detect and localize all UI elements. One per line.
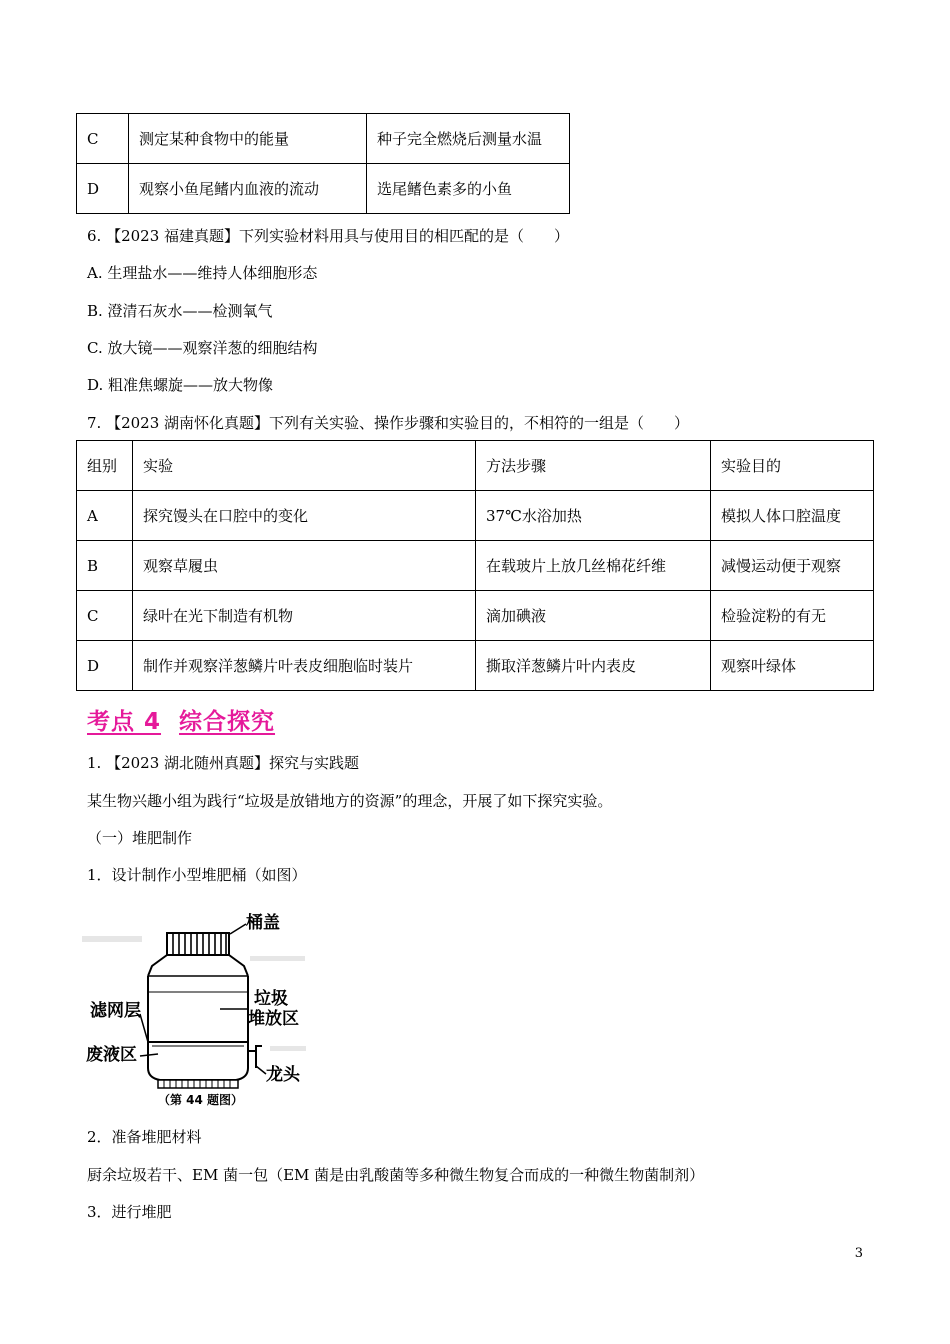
cell-group: D <box>77 641 133 691</box>
q7-stem: 7. 【2023 湖南怀化真题】下列有关实验、操作步骤和实验目的，不相符的一组是（ ） <box>87 414 690 432</box>
cell-experiment: 测定某种食物中的能量 <box>129 114 367 164</box>
step2-text: 2．准备堆肥材料 <box>87 1128 202 1146</box>
cell-note: 种子完全燃烧后测量水温 <box>367 114 570 164</box>
cell-experiment: 制作并观察洋葱鳞片叶表皮细胞临时装片 <box>133 641 476 691</box>
cell-experiment: 探究馒头在口腔中的变化 <box>133 491 476 541</box>
cell-group: C <box>77 114 129 164</box>
cell-note: 选尾鳍色素多的小鱼 <box>367 164 570 214</box>
table-header-row <box>77 441 874 491</box>
q1-stem: 1. 【2023 湖北随州真题】探究与实践题 <box>87 754 360 772</box>
table-row <box>77 591 874 641</box>
intro-text: 某生物兴趣小组为践行“垃圾是放错地方的资源”的理念，开展了如下探究实验。 <box>87 792 613 810</box>
figure-caption: （第 44 题图） <box>158 1093 244 1107</box>
label-tap: 龙头 <box>266 1065 300 1085</box>
cell-experiment: 观察草履虫 <box>133 541 476 591</box>
cell-method: 滴加碘液 <box>476 591 711 641</box>
header-method: 方法步骤 <box>476 441 711 491</box>
cell-method: 37℃水浴加热 <box>476 491 711 541</box>
cell-method: 撕取洋葱鳞片叶内表皮 <box>476 641 711 691</box>
part1-heading: （一）堆肥制作 <box>87 829 193 847</box>
table-top <box>76 113 570 214</box>
q6-option-b: B. 澄清石灰水——检测氧气 <box>87 302 273 320</box>
q6-option-c: C. 放大镜——观察洋葱的细胞结构 <box>87 339 318 357</box>
table-q7 <box>76 440 874 691</box>
cell-purpose: 观察叶绿体 <box>711 641 874 691</box>
cell-purpose: 模拟人体口腔温度 <box>711 491 874 541</box>
section-title: 综合探究 <box>179 709 276 735</box>
label-garbage-2: 堆放区 <box>248 1009 299 1029</box>
table-row <box>77 164 570 214</box>
table-row <box>77 641 874 691</box>
materials-text: 厨余垃圾若干、EM 菌一包（EM 菌是由乳酸菌等多种微生物复合而成的一种微生物菌制剂） <box>87 1166 705 1184</box>
section-heading <box>87 703 275 736</box>
label-filter: 滤网层 <box>90 1001 141 1021</box>
step3-text: 3．进行堆肥 <box>87 1203 172 1221</box>
header-purpose: 实验目的 <box>711 441 874 491</box>
cell-group: D <box>77 164 129 214</box>
q6-stem: 6. 【2023 福建真题】下列实验材料用具与使用目的相匹配的是（ ） <box>87 227 570 245</box>
header-group: 组别 <box>77 441 133 491</box>
cell-purpose: 检验淀粉的有无 <box>711 591 874 641</box>
label-garbage-1: 垃圾 <box>254 989 288 1009</box>
compost-bin-figure <box>80 896 310 1111</box>
step1-text: 1．设计制作小型堆肥桶（如图） <box>87 866 307 884</box>
label-waste: 废液区 <box>86 1045 137 1065</box>
cell-purpose: 减慢运动便于观察 <box>711 541 874 591</box>
table-row <box>77 114 570 164</box>
cell-experiment: 观察小鱼尾鳍内血液的流动 <box>129 164 367 214</box>
cell-method: 在载玻片上放几丝棉花纤维 <box>476 541 711 591</box>
table-row <box>77 541 874 591</box>
cell-group: C <box>77 591 133 641</box>
cell-experiment: 绿叶在光下制造有机物 <box>133 591 476 641</box>
header-experiment: 实验 <box>133 441 476 491</box>
cell-group: B <box>77 541 133 591</box>
page-number: 3 <box>854 1246 863 1261</box>
label-lid: 桶盖 <box>246 913 280 933</box>
q6-option-a: A. 生理盐水——维持人体细胞形态 <box>87 264 318 282</box>
section-label: 考点 4 <box>87 709 162 735</box>
table-row <box>77 491 874 541</box>
q6-option-d: D. 粗准焦螺旋——放大物像 <box>87 376 274 394</box>
cell-group: A <box>77 491 133 541</box>
compost-bin-diagram <box>80 896 310 1111</box>
